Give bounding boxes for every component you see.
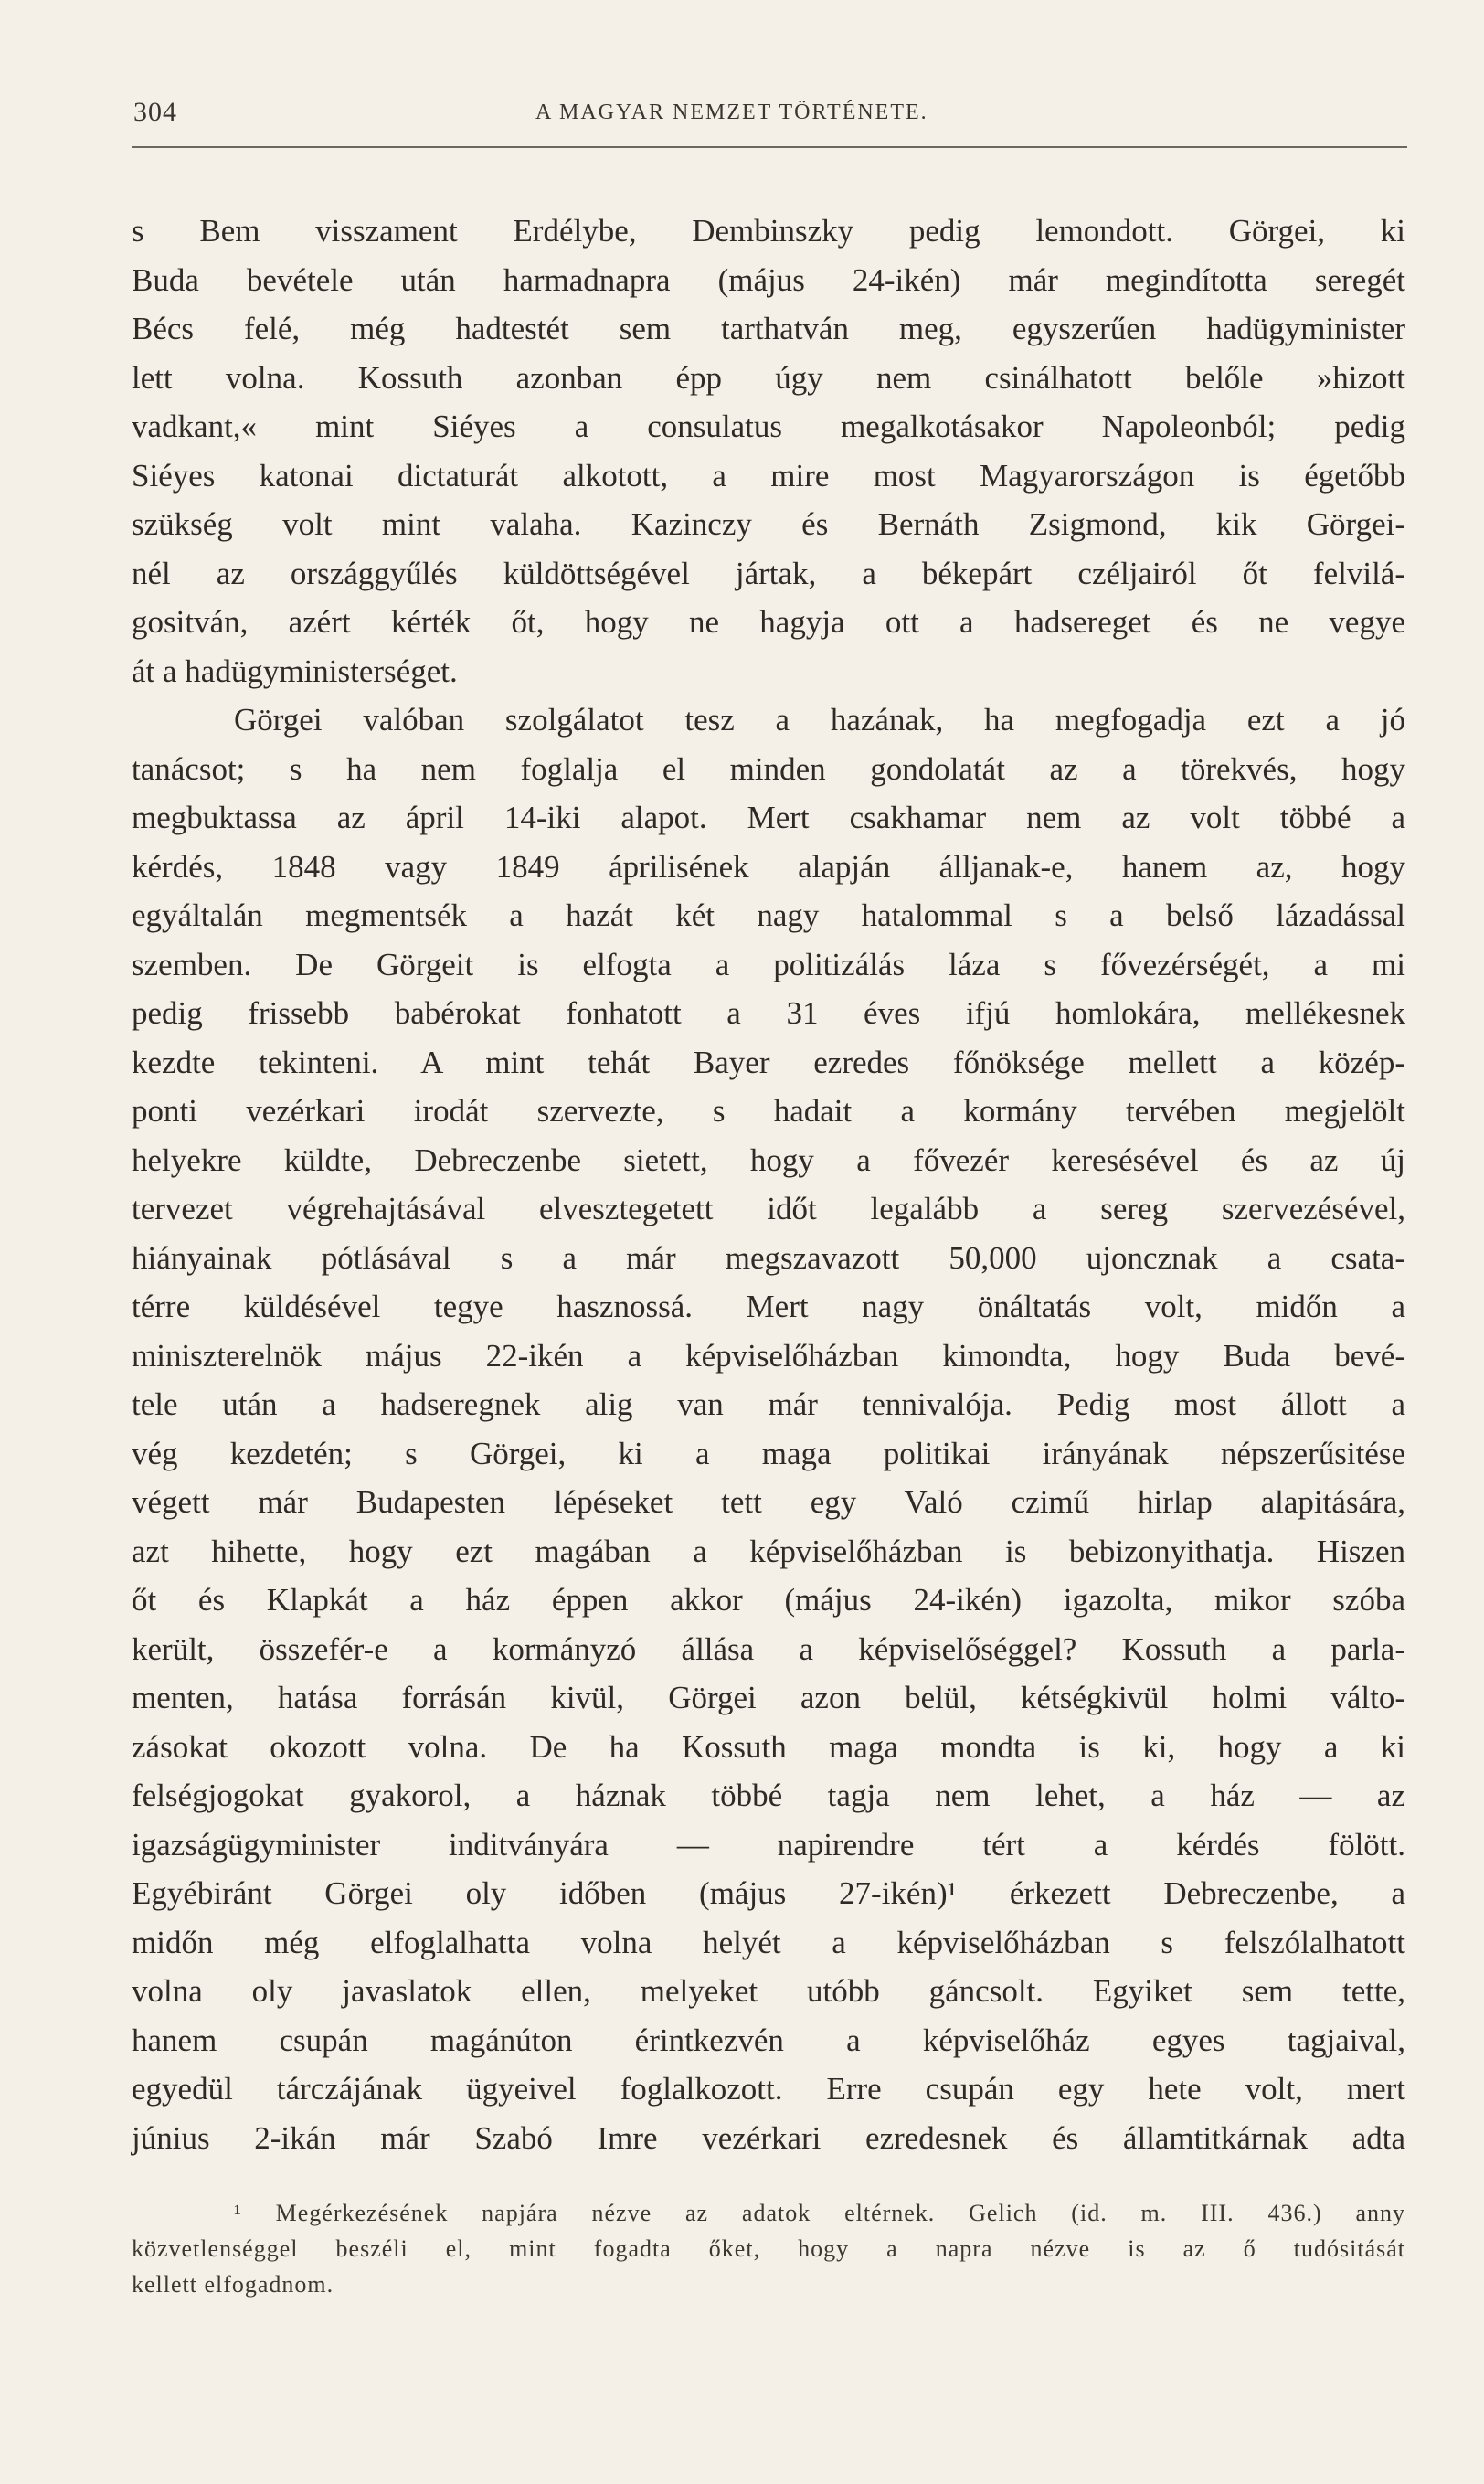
text-line: Egyébiránt Görgei oly időben (május 27-ikén)¹ érkezett Debreczenbe, a — [132, 1875, 1405, 1911]
text-line: vadkant,« mint Siéyes a consulatus megalkotásakor Napoleonból; pedig — [132, 409, 1405, 444]
text-line: gositván, azért kérték őt, hogy ne hagyja ott a hadsereget és ne vegye — [132, 604, 1405, 640]
body-text — [132, 207, 1405, 2162]
text-line: Bécs felé, még hadtestét sem tarthatván meg, egyszerűen hadügyminister — [132, 311, 1405, 346]
text-line: kérdés, 1848 vagy 1849 áprilisének alapján álljanak-e, hanem az, hogy — [132, 848, 1405, 885]
text-line: azt hihette, hogy ezt magában a képviselőházban is bebizonyithatja. Hiszen — [132, 1533, 1405, 1569]
page-header — [133, 97, 1406, 148]
text-line: Buda bevétele után harmadnapra (május 24-ikén) már megindította seregét — [132, 261, 1405, 298]
text-line: menten, hatása forrásán kivül, Görgei azon belül, kétségkivül holmi válto- — [132, 1680, 1405, 1715]
text-line: tanácsot; s ha nem foglalja el minden gondolatát az a törekvés, hogy — [132, 750, 1405, 787]
text-line: miniszterelnök május 22-ikén a képviselőházban kimondta, hogy Buda bevé- — [132, 1337, 1405, 1374]
text-line: volna oly javaslatok ellen, melyeket utóbb gáncsolt. Egyiket sem tette, — [132, 1973, 1405, 2009]
footnote-line: kellett elfogadnom. — [132, 2271, 334, 2298]
text-line: midőn még elfoglalhatta volna helyét a képviselőházban s felszólalhatott — [132, 1924, 1405, 1960]
text-line: szemben. De Görgeit is elfogta a politizálás láza s fővezérségét, a mi — [132, 946, 1405, 982]
footnote-line: közvetlenséggel beszéli el, mint fogadta őket, hogy a napra nézve is az ő tudósitását — [132, 2235, 1405, 2262]
text-line: térre küldésével tegye hasznossá. Mert nagy önáltatás volt, midőn a — [132, 1289, 1405, 1324]
text-line: egyáltalán megmentsék a hazát két nagy hatalommal s a belső lázadással — [132, 897, 1405, 933]
text-line: tervezet végrehajtásával elvesztegetett időt legalább a sereg szervezésével, — [132, 1191, 1405, 1226]
text-line: kezdte tekinteni. A mint tehát Bayer ezredes főnöksége mellett a közép- — [132, 1044, 1405, 1080]
text-line: helyekre küldte, Debreczenbe sietett, hogy a fővezér keresésével és az új — [132, 1141, 1405, 1178]
footnotes — [132, 2195, 1405, 2302]
footnote-line: ¹ Megérkezésének napjára nézve az adatok eltérnek. Gelich (id. m. III. 436.) anny — [234, 2200, 1405, 2226]
text-line: hanem csupán magánúton érintkezvén a képviselőház egyes tagjaival, — [132, 2022, 1405, 2058]
text-line: végett már Budapesten lépéseket tett egy Való czimű hirlap alapitására, — [132, 1484, 1405, 1520]
text-line: megbuktassa az ápril 14-iki alapot. Mert csakhamar nem az volt többé a — [132, 800, 1405, 835]
text-line: lett volna. Kossuth azonban épp úgy nem csinálhatott belőle »hizott — [132, 359, 1405, 396]
text-line: szükség volt mint valaha. Kazinczy és Bernáth Zsigmond, kik Görgei- — [132, 506, 1405, 542]
text-line: pedig frissebb babérokat fonhatott a 31 éves ifjú homlokára, mellékesnek — [132, 995, 1405, 1031]
text-line: felségjogokat gyakorol, a háznak többé tagja nem lehet, a ház — az — [132, 1778, 1405, 1813]
text-line: tele után a hadseregnek alig van már tennivalója. Pedig most állott a — [132, 1386, 1405, 1422]
page-number: 304 — [133, 97, 177, 127]
text-line: Görgei valóban szolgálatot tesz a hazának, ha megfogadja ezt a jó — [234, 702, 1405, 738]
text-line: őt és Klapkát a ház éppen akkor (május 24-ikén) igazolta, mikor szóba — [132, 1582, 1405, 1618]
text-line: június 2-ikán már Szabó Imre vezérkari ezredesnek és államtitkárnak adta — [132, 2119, 1405, 2156]
text-line: egyedül tárczájának ügyeivel foglalkozott. Erre csupán egy hete volt, mert — [132, 2071, 1405, 2107]
text-line: Siéyes katonai dictaturát alkotott, a mire most Magyarországon is égetőbb — [132, 457, 1405, 494]
text-line: s Bem visszament Erdélybe, Dembinszky pedig lemondott. Görgei, ki — [132, 213, 1405, 249]
text-line: zásokat okozott volna. De ha Kossuth maga mondta is ki, hogy a ki — [132, 1728, 1405, 1765]
text-line: át a hadügyministerséget. — [132, 653, 458, 689]
header-rule — [132, 146, 1407, 148]
text-line: ponti vezérkari irodát szervezte, s hadait a kormány tervében megjelölt — [132, 1093, 1405, 1129]
running-title: A MAGYAR NEMZET TÖRTÉNETE. — [535, 101, 928, 124]
text-line: került, összefér-e a kormányzó állása a képviselőséggel? Kossuth a parla- — [132, 1630, 1405, 1667]
text-line: hiányainak pótlásával s a már megszavazott 50,000 ujoncznak a csata- — [132, 1239, 1405, 1276]
text-line: vég kezdetén; s Görgei, ki a maga politikai irányának népszerűsitése — [132, 1435, 1405, 1471]
text-line: igazságügyminister inditványára — napirendre tért a kérdés fölött. — [132, 1826, 1405, 1863]
text-line: nél az országgyűlés küldöttségével jártak, a békepárt czéljairól őt felvilá- — [132, 555, 1405, 591]
